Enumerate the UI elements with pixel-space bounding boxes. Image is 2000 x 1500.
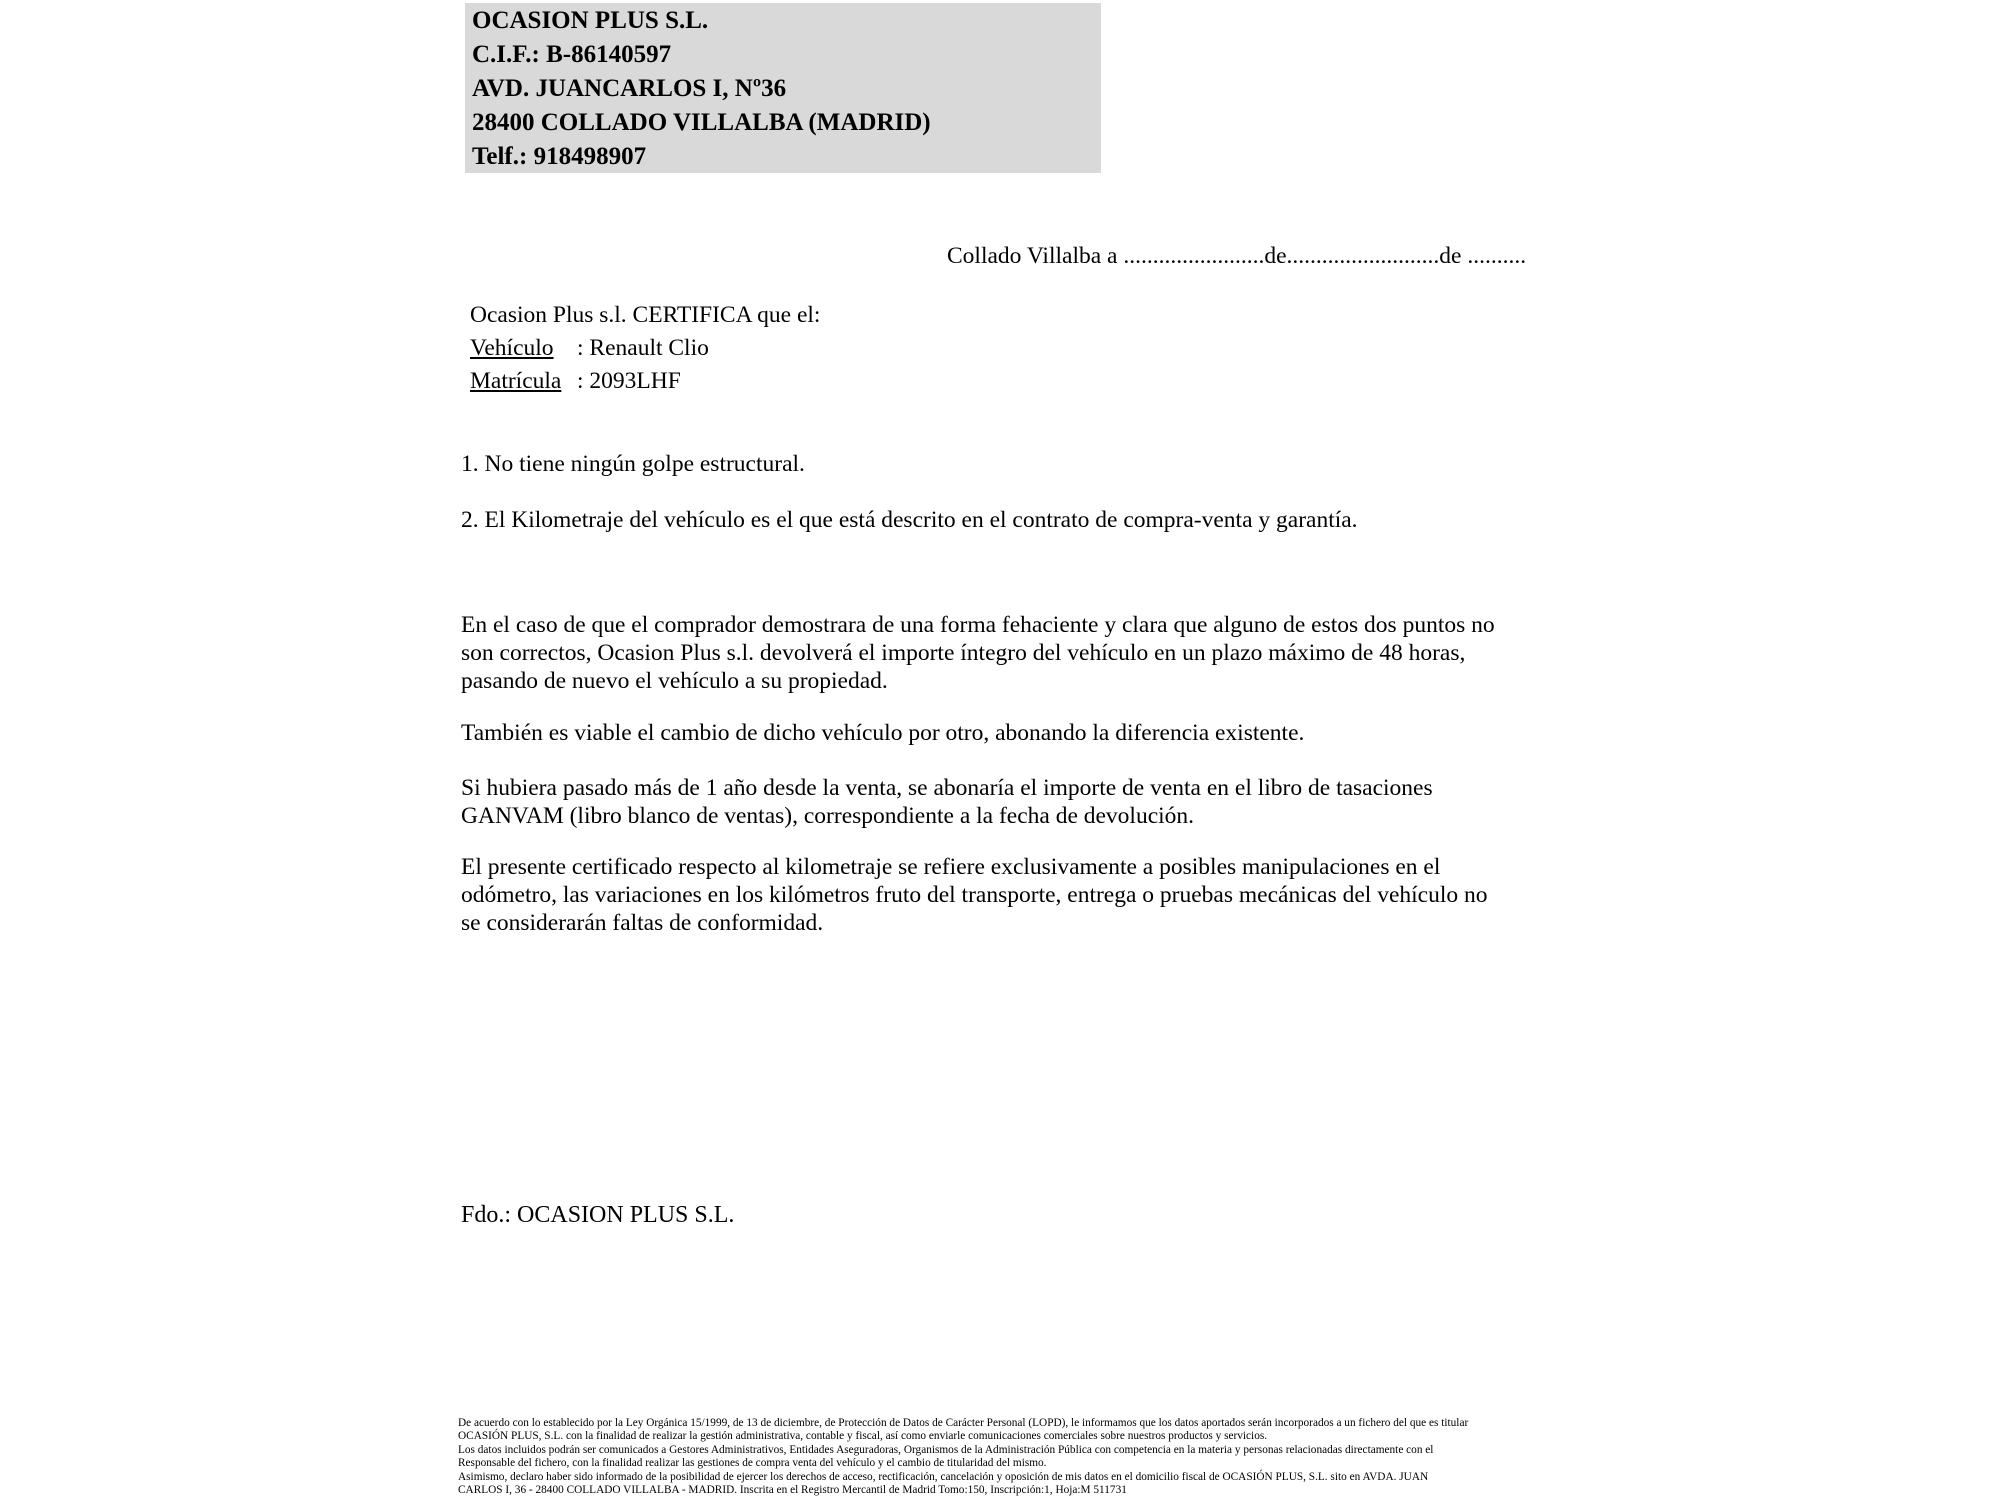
legal-footer-line: De acuerdo con lo establecido por la Ley Orgánica 15/1999, de 13 de diciembre, de Protección de Datos de Carácter Personal (LOPD), le informamos que los datos aportados serán incorporados a un fichero del que es titular	[458, 1417, 1469, 1429]
company-cif: C.I.F.: B-86140597	[472, 41, 672, 68]
company-phone: Telf.: 918498907	[472, 143, 647, 170]
paragraph-line: En el caso de que el comprador demostrara de una forma fehaciente y clara que alguno de estos dos puntos no	[461, 612, 1495, 638]
plate-field-row	[470, 365, 820, 398]
certify-block	[470, 299, 820, 398]
company-city: 28400 COLLADO VILLALBA (MADRID)	[472, 109, 931, 136]
paragraph-line: GANVAM (libro blanco de ventas), correspondiente a la fecha de devolución.	[461, 803, 1195, 829]
signature-line: Fdo.: OCASION PLUS S.L.	[461, 1202, 735, 1228]
paragraph-line: son correctos, Ocasion Plus s.l. devolverá el importe íntegro del vehículo en un plazo máximo de 48 horas,	[461, 640, 1466, 666]
legal-footer-line: Responsable del fichero, con la finalidad realizar las gestiones de compra venta del vehículo y el cambio de titularidad del mismo.	[458, 1457, 1047, 1470]
paragraph-exchange	[461, 719, 1304, 747]
paragraph-refund	[461, 611, 1495, 695]
date-place-line: Collado Villalba a ........................de..........................de ..........	[947, 243, 1527, 269]
certify-intro: Ocasion Plus s.l. CERTIFICA que el:	[470, 302, 821, 328]
vehicle-value: : Renault Clio	[577, 335, 709, 361]
paragraph-line: pasando de nuevo el vehículo a su propiedad.	[461, 668, 888, 694]
legal-footer	[458, 1417, 1468, 1497]
legal-footer-line: Los datos incluidos podrán ser comunicados a Gestores Administrativos, Entidades Aseguradoras, Organismos de la Administración Pública con competencia en la materia y personas relacionadas directamente con el	[458, 1443, 1434, 1456]
company-header-box	[465, 3, 1101, 173]
legal-footer-line: OCASIÓN PLUS, S.L. con la finalidad de realizar la gestión administrativa, contable y fiscal, así como enviarle comunicaciones comerciales sobre nuestros productos y servicios.	[458, 1430, 1268, 1443]
point-mileage: 2. El Kilometraje del vehículo es el que está descrito en el contrato de compra-venta y garantía.	[461, 507, 1358, 533]
company-address: AVD. JUANCARLOS I, Nº36	[472, 75, 787, 102]
legal-footer-line: CARLOS I, 36 - 28400 COLLADO VILLALBA - MADRID. Inscrita en el Registro Mercantil de Madrid Tomo:150, Inscripción:1, Hoja:M 511731	[458, 1484, 1127, 1497]
plate-value: : 2093LHF	[577, 368, 681, 394]
paragraph-line: También es viable el cambio de dicho vehículo por otro, abonando la diferencia existente.	[461, 720, 1305, 746]
legal-footer-line: Asimismo, declaro haber sido informado de la posibilidad de ejercer los derechos de acceso, rectificación, cancelación y oposición de mis datos en el domicilio fiscal de OCASIÓN PLUS, S.L. sito en AVDA. JUAN	[458, 1470, 1429, 1483]
vehicle-field-row	[470, 332, 820, 365]
paragraph-odometer	[461, 853, 1487, 937]
vehicle-label: Vehículo	[470, 335, 554, 361]
point-structural: 1. No tiene ningún golpe estructural.	[461, 451, 805, 477]
paragraph-line: El presente certificado respecto al kilometraje se refiere exclusivamente a posibles manipulaciones en el	[461, 854, 1441, 880]
paragraph-line: se considerarán faltas de conformidad.	[461, 910, 824, 936]
paragraph-line: odómetro, las variaciones en los kilómetros fruto del transporte, entrega o pruebas mecánicas del vehículo no	[461, 882, 1488, 908]
company-name: OCASION PLUS S.L.	[472, 7, 709, 34]
plate-label: Matrícula	[470, 368, 562, 394]
paragraph-line: Si hubiera pasado más de 1 año desde la venta, se abonaría el importe de venta en el libro de tasaciones	[461, 775, 1433, 801]
paragraph-ganvam	[461, 774, 1433, 830]
